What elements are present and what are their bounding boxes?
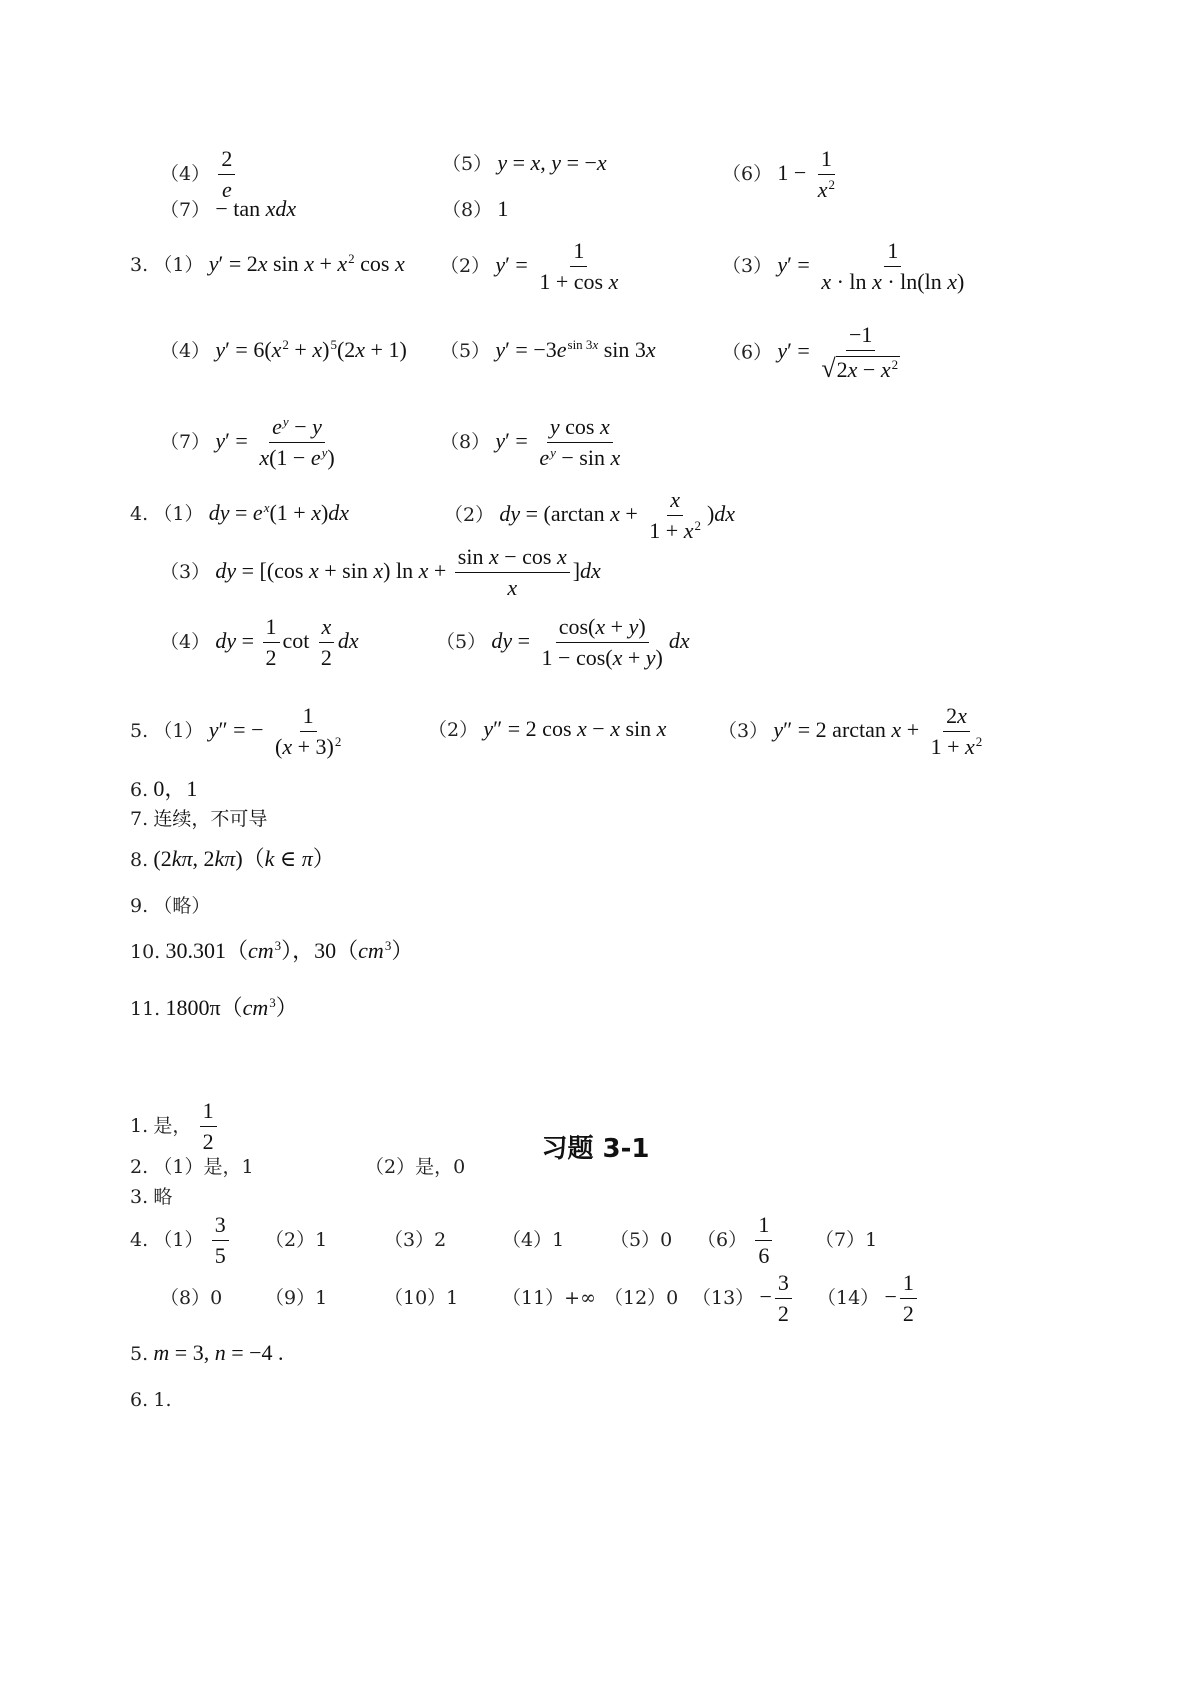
answer-10: 10. $30.301(cm^3)$，$30(cm^3)$	[130, 937, 414, 963]
math-ex31-4-14: − $\frac{1}{2}$	[884, 1284, 919, 1309]
math-4-5: dy = $\frac{\cos(x + y)}{1 - \cos(x + y)}$ dx	[491, 614, 690, 671]
math-ex31-4-1: $\frac{3}{5}$	[209, 1226, 232, 1251]
section-heading: 习题 3-1	[541, 1134, 650, 1164]
answer-3-2: （2） y′ = $\frac{1}{\text{1 + cos x}}$	[440, 238, 624, 296]
ex31-answer-3: 3. 略	[130, 1186, 173, 1208]
ex31-answer-2-2: （2）是，0	[365, 1156, 466, 1178]
math-5-2: y″ = 2 cos x − x sin x	[483, 716, 667, 741]
math-3-4: $y' = 6(x^2 + x)^5(2x + 1)$	[215, 336, 407, 362]
math-2-7: − tan xdx	[215, 196, 297, 221]
math-2-8: 1	[497, 196, 509, 221]
math-3-7: y′ = $\frac{e^y - y}{x(1 - e^y)}$	[215, 413, 335, 471]
ex31-answer-5: 5. m = 3, n = −4 .	[130, 1340, 284, 1365]
ex31-answer-4-2: （2）1	[265, 1229, 328, 1251]
answer-8: 8. (2kπ, 2kπ)（k ∈ π）	[130, 846, 335, 871]
math-ex31-5: m = 3, n = −4 .	[153, 1340, 284, 1365]
answer-6: 6. 0，1	[130, 776, 198, 801]
math-3-3: y′ = $\frac{1}{\text{x · ln x · ln(ln x)}}$	[777, 238, 965, 295]
answer-2-6: （6） 1 − $\frac{1}{x^2}$	[722, 146, 841, 204]
answer-3-1: 3. （1） y′ = 2x $\sin x + x^2$ cos x	[130, 250, 405, 276]
math-3-2: y′ = $\frac{1}{\text{1 + cos x}}$	[495, 238, 619, 295]
answer-9: 9. （略）	[130, 895, 211, 917]
answer-2-4: （4） $\frac{2}{e}$	[160, 146, 238, 204]
math-3-8: y′ = $\frac{\text{y cos x}}{e^y - \sin x}$	[495, 414, 621, 471]
math-3-6: y′ = $\frac{-1}{√2x - x^2}$	[777, 322, 899, 384]
ex31-answer-4-8: （8）0	[160, 1287, 223, 1309]
answer-3-5: （5） $y' = -3e^{sin 3x}$ sin 3x	[440, 336, 656, 362]
math-2-4: $\frac{2}{e}$	[215, 160, 238, 185]
ex31-answer-4-3: （3）2	[384, 1229, 447, 1251]
answer-7: 7. 连续，不可导	[130, 808, 268, 830]
math-ex31-4-6: $\frac{1}{6}$	[752, 1226, 775, 1251]
math-ex31-1: $\frac{1}{2}$	[197, 1112, 220, 1137]
ex31-answer-1: 1. 是， $\frac{1}{2}$	[130, 1098, 220, 1156]
answer-4-3: （3） dy = [(cos x + sin x) ln x + $\frac{\text{sin x − cos x}}{x}$ ]dx	[160, 544, 601, 601]
ex31-answer-4-12: （12）0	[604, 1287, 679, 1309]
answer-2-5: （5） y = x, y = −x	[442, 150, 607, 175]
math-4-4: dy = $\frac{1}{2}$ cot $\frac{x}{2}$ dx	[215, 614, 359, 671]
ex31-answer-4-1: 4. （1） $\frac{3}{5}$	[130, 1212, 232, 1270]
ex31-answer-4-14: （14） − $\frac{1}{2}$	[817, 1270, 920, 1328]
ex31-answer-4-4: （4）1	[502, 1229, 565, 1251]
answer-3-7: （7） y′ = $\frac{e^y - y}{x(1 - e^y)}$	[160, 414, 341, 472]
math-3-5: $y' = -3e^{sin 3x}$ sin 3x	[495, 336, 656, 362]
ex31-answer-2: 2. （1）是，1	[130, 1156, 254, 1178]
answer-5-3: （3） y″ = 2 arctan x + $\frac{2x}{1 + x^2}$	[718, 703, 988, 761]
math-4-3: dy = [(cos x + sin x) ln x + $\frac{\text{sin x − cos x}}{x}$ ]dx	[215, 544, 601, 601]
math-8: (2kπ, 2kπ)（k ∈ π）	[153, 846, 335, 871]
math-4-2: dy = (arctan x + $\frac{x}{1 + x^2}$ )dx	[499, 487, 736, 544]
answer-2-7: （7） − tan xdx	[160, 196, 297, 221]
answer-4-2: （2） dy = (arctan x + $\frac{x}{1 + x^2}$ )dx	[444, 487, 736, 544]
answer-4-1: 4. （1） dy = $e^x(1 + x)dx$	[130, 499, 350, 525]
ex31-answer-4-11: （11）+∞	[502, 1287, 596, 1309]
answer-4-5: （5） dy = $\frac{\cos(x + y)}{1 - \cos(x + y)}$ dx	[436, 614, 690, 671]
ex31-answer-4-9: （9）1	[265, 1287, 328, 1309]
answer-3-6: （6） y′ = $\frac{-1}{√2x - x^2}$	[722, 322, 906, 385]
ex31-answer-4-6: （6） $\frac{1}{6}$	[697, 1212, 775, 1270]
math-5-1: y″ = − $\frac{1}{(x + 3)^2}$	[208, 703, 342, 760]
math-5-3: y″ = 2 arctan x + $\frac{2x}{1 + x^2}$	[773, 703, 983, 760]
answer-3-3: （3） y′ = $\frac{1}{\text{x · ln x · ln(ln x)}}$	[722, 238, 970, 296]
math-2-5: y = x, y = −x	[497, 150, 607, 175]
ex31-answer-4-5: （5）0	[610, 1229, 673, 1251]
answer-2-8: （8） 1	[442, 196, 509, 221]
math-3-1: y′ = 2x $\sin x + x^2$ cos x	[208, 250, 405, 276]
answer-4-4: （4） dy = $\frac{1}{2}$ cot $\frac{x}{2}$ dx	[160, 614, 359, 671]
ex31-answer-4-7: （7）1	[815, 1229, 878, 1251]
math-4-1: dy = $e^x(1 + x)dx$	[208, 499, 350, 525]
ex31-answer-4-13: （13） − $\frac{3}{2}$	[692, 1270, 795, 1328]
answer-5-1: 5. （1） y″ = − $\frac{1}{(x + 3)^2}$	[130, 703, 347, 761]
answer-5-2: （2） y″ = 2 cos x − x sin x	[428, 716, 667, 741]
ex31-answer-6: 6. 1.	[130, 1389, 172, 1411]
answer-3-8: （8） y′ = $\frac{\text{y cos x}}{e^y - \sin x}$	[440, 414, 626, 472]
answer-11: 11. $1800\pi(cm^3)$	[130, 994, 298, 1020]
answer-3-4: （4） $y' = 6(x^2 + x)^5(2x + 1)$	[160, 336, 407, 362]
math-2-6: 1 − $\frac{1}{x^2}$	[777, 146, 836, 203]
math-ex31-4-13: − $\frac{3}{2}$	[759, 1284, 794, 1309]
ex31-answer-4-10: （10）1	[384, 1287, 459, 1309]
